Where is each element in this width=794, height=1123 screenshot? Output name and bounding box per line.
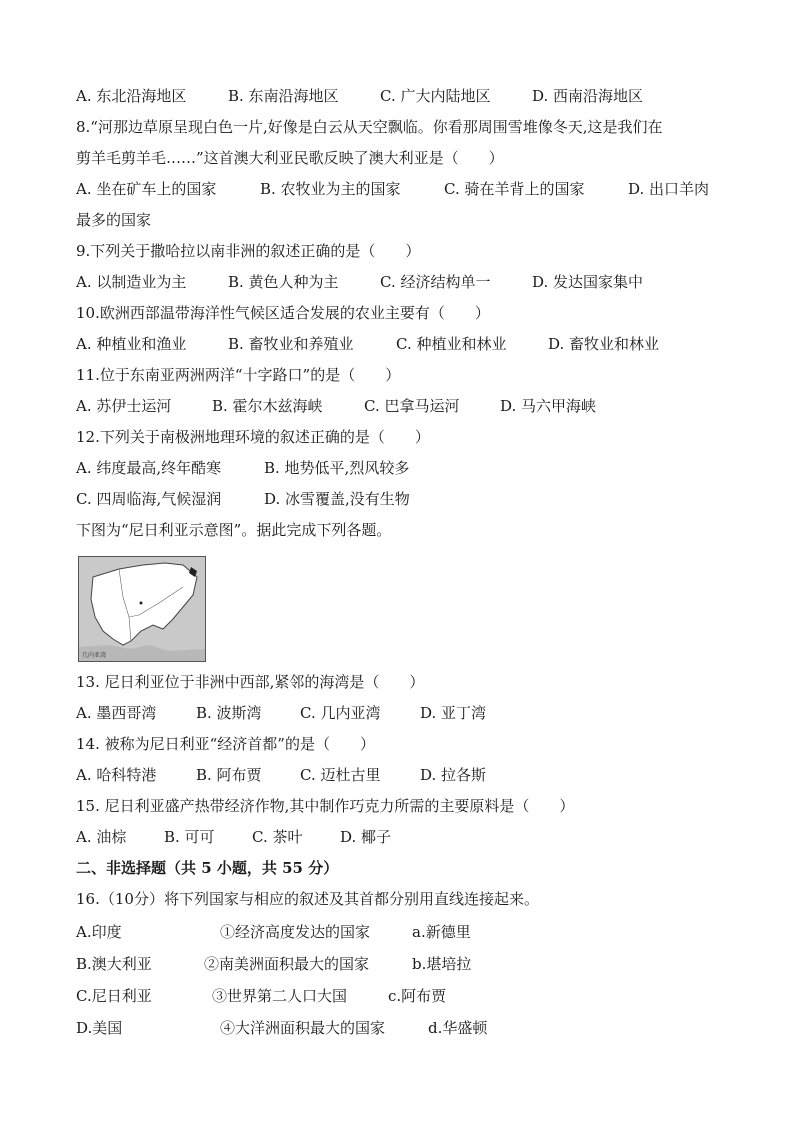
option: B. 可可 <box>164 828 215 846</box>
match-country: A.印度 <box>76 923 122 941</box>
q13-stem: 13. 尼日利亚位于非洲中西部,紧邻的海湾是（ ） <box>76 673 425 691</box>
section-heading: 二、非选择题（共 5 小题，共 55 分） <box>76 859 339 877</box>
option: A. 纬度最高,终年酷寒 <box>76 459 222 477</box>
q16-stem: 16.（10分）将下列国家与相应的叙述及其首都分别用直线连接起来。 <box>76 890 539 908</box>
q8-option-continuation: 最多的国家 <box>76 211 152 229</box>
option: C. 经济结构单一 <box>380 273 491 291</box>
option: B. 黄色人种为主 <box>228 273 339 291</box>
match-capital: d.华盛顿 <box>428 1019 488 1037</box>
option: A. 以制造业为主 <box>76 273 187 291</box>
option: D. 冰雪覆盖,没有生物 <box>264 490 410 508</box>
option: C. 迈杜古里 <box>300 766 381 784</box>
match-capital: c.阿布贾 <box>388 987 447 1005</box>
option: B. 农牧业为主的国家 <box>260 180 401 198</box>
q8-stem-line1: 8.“河那边草原呈现白色一片,好像是白云从天空飘临。你看那周围雪堆像冬天,这是我们在 <box>76 118 663 136</box>
option: A. 墨西哥湾 <box>76 704 157 722</box>
option: B. 阿布贾 <box>196 766 262 784</box>
option: B. 东南沿海地区 <box>228 87 339 105</box>
option: A. 油棕 <box>76 828 127 846</box>
match-description: ③世界第二人口大国 <box>212 987 348 1005</box>
q10-stem: 10.欧洲西部温带海洋性气候区适合发展的农业主要有（ ） <box>76 304 490 322</box>
city-dot <box>140 602 143 605</box>
option: C. 巴拿马运河 <box>364 397 460 415</box>
match-country: D.美国 <box>76 1019 123 1037</box>
q12-stem: 12.下列关于南极洲地理环境的叙述正确的是（ ） <box>76 428 430 446</box>
match-description: ①经济高度发达的国家 <box>220 923 371 941</box>
nigeria-map-figure <box>78 556 206 662</box>
option: D. 亚丁湾 <box>420 704 487 722</box>
option: C. 骑在羊背上的国家 <box>444 180 585 198</box>
option: D. 出口羊肉 <box>628 180 710 198</box>
option: A. 苏伊士运河 <box>76 397 172 415</box>
match-country: B.澳大利亚 <box>76 955 152 973</box>
option: A. 种植业和渔业 <box>76 335 187 353</box>
figure-intro: 下图为“尼日利亚示意图”。据此完成下列各题。 <box>76 521 392 539</box>
q14-stem: 14. 被称为尼日利亚“经济首都”的是（ ） <box>76 735 375 753</box>
q8-stem-line2: 剪羊毛剪羊毛……”这首澳大利亚民歌反映了澳大利亚是（ ） <box>76 149 504 167</box>
option: A. 哈科特港 <box>76 766 157 784</box>
option: C. 种植业和林业 <box>396 335 507 353</box>
option: A. 东北沿海地区 <box>76 87 187 105</box>
option: B. 波斯湾 <box>196 704 262 722</box>
q15-stem: 15. 尼日利亚盛产热带经济作物,其中制作巧克力所需的主要原料是（ ） <box>76 797 575 815</box>
option: B. 畜牧业和养殖业 <box>228 335 354 353</box>
match-description: ④大洋洲面积最大的国家 <box>220 1019 386 1037</box>
match-capital: a.新德里 <box>412 923 471 941</box>
option: B. 霍尔木兹海峡 <box>212 397 323 415</box>
option: D. 西南沿海地区 <box>532 87 644 105</box>
option: D. 椰子 <box>340 828 392 846</box>
match-country: C.尼日利亚 <box>76 987 152 1005</box>
q11-stem: 11.位于东南亚两洲两洋“十字路口”的是（ ） <box>76 366 401 384</box>
option: D. 拉各斯 <box>420 766 487 784</box>
nigeria-map-drawing <box>79 557 205 661</box>
option: A. 坐在矿车上的国家 <box>76 180 217 198</box>
option: C. 广大内陆地区 <box>380 87 491 105</box>
option: C. 几内亚湾 <box>300 704 381 722</box>
option: B. 地势低平,烈风较多 <box>264 459 410 477</box>
option: C. 茶叶 <box>252 828 303 846</box>
option: C. 四周临海,气候湿润 <box>76 490 222 508</box>
option: D. 马六甲海峡 <box>500 397 597 415</box>
option: D. 发达国家集中 <box>532 273 644 291</box>
option: D. 畜牧业和林业 <box>548 335 660 353</box>
map-label-gulf: 几内亚湾 <box>82 652 107 659</box>
q9-stem: 9.下列关于撒哈拉以南非洲的叙述正确的是（ ） <box>76 242 421 260</box>
match-capital: b.堪培拉 <box>412 955 472 973</box>
match-description: ②南美洲面积最大的国家 <box>204 955 370 973</box>
